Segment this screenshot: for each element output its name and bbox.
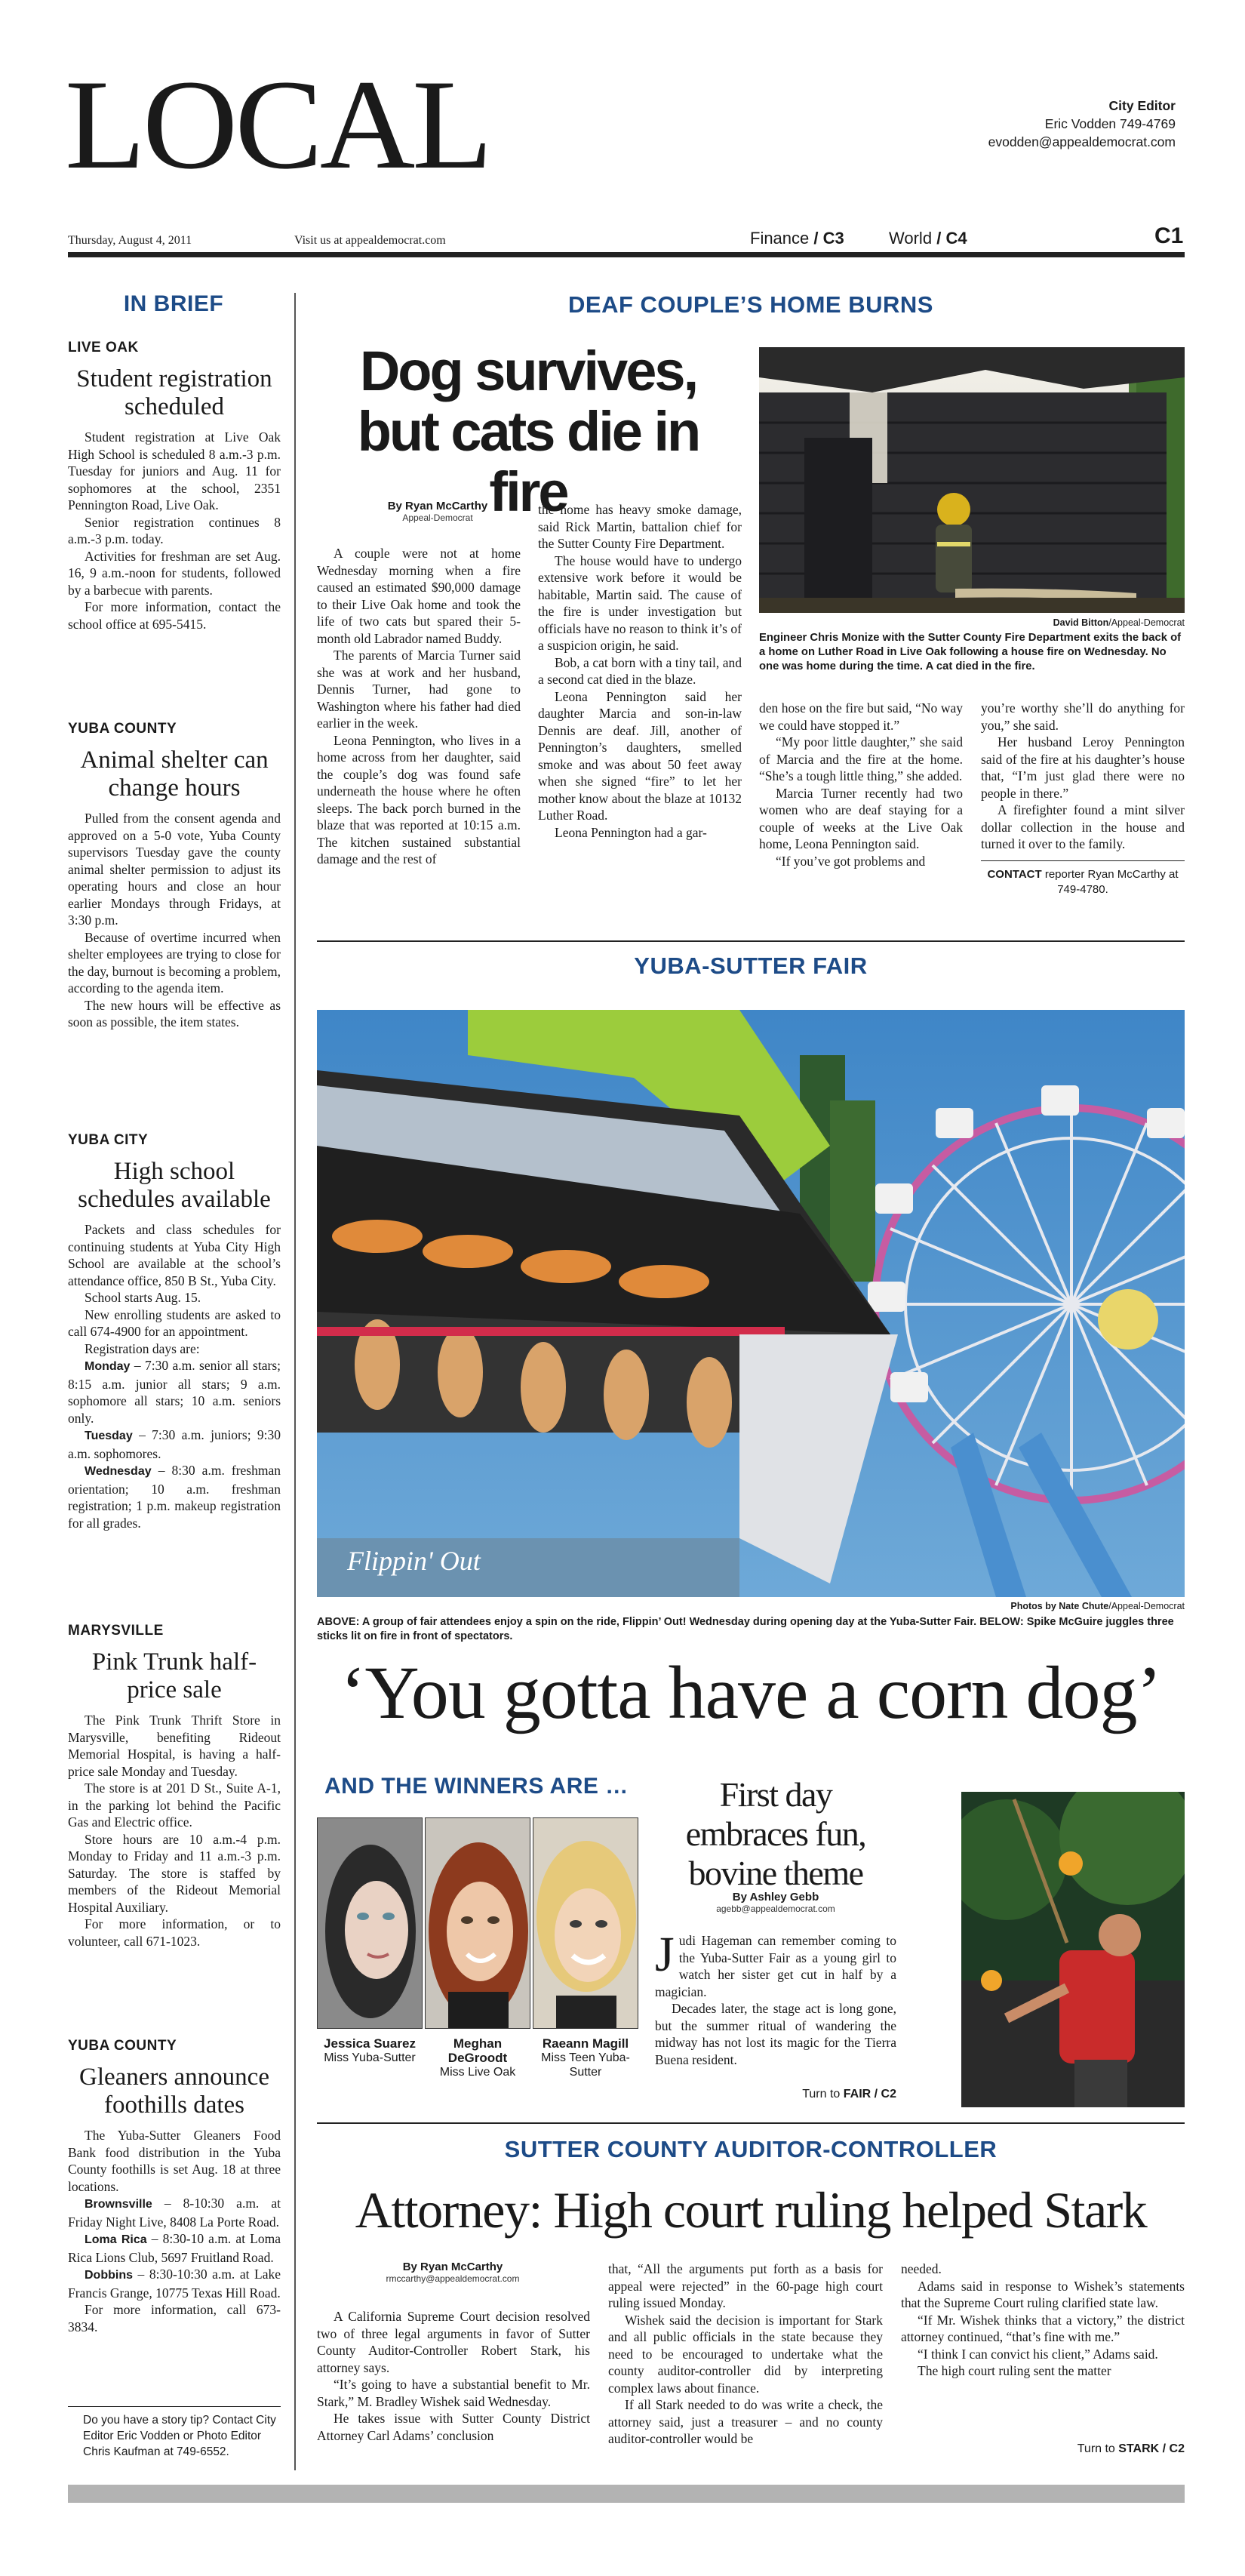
auditor-turn[interactable] <box>981 2442 1185 2456</box>
article-paragraph: “If Mr. Wishek thinks that a victory,” the district attorney continued, “that’s fine with me.” <box>901 2312 1185 2344</box>
fire-contact <box>981 867 1185 897</box>
masthead-date: Thursday, August 4, 2011 <box>68 234 192 247</box>
column-divider <box>294 293 296 2470</box>
schedule-text: – 8-10:30 a.m. at Friday Night Live, 8408 La Porte Road. <box>68 2196 281 2230</box>
winner-title: Miss Teen Yuba-Sutter <box>541 2051 630 2079</box>
contact-label: CONTACT <box>987 867 1042 881</box>
brief-paragraph: Store hours are 10 a.m.-4 p.m. Monday to Friday and 11 a.m.-3 p.m. Saturday. The store is staffed by members of the Rideout Memorial Hospital Auxiliary. <box>68 1831 281 1915</box>
brief-item <box>68 1132 281 1531</box>
winner-portrait-image <box>318 1818 423 2029</box>
schedule-line <box>68 2195 281 2230</box>
brief-paragraph: Student registration at Live Oak High School is scheduled 8 a.m.-3 p.m. Tuesday for juniors and Aug. 11 for sophomores at the school, 2351 Pennington Road, Live Oak. <box>68 429 281 512</box>
fair-photo-credit <box>317 1601 1185 1611</box>
contact-rule <box>981 860 1185 861</box>
lead-text: udi Hageman can remember coming to the Yuba-Sutter Fair as a young girl to watch her sister get cut in half by a magician. <box>655 1933 896 1999</box>
schedule-line <box>68 2230 281 2266</box>
article-paragraph: A firefighter found a mint silver dollar collection in the house and turned it over to the family. <box>981 802 1185 851</box>
brief-title: High school schedules available <box>78 1158 271 1213</box>
auditor-kicker: SUTTER COUNTY AUDITOR-CONTROLLER <box>504 2136 998 2162</box>
article-paragraph: “If you’ve got problems and <box>776 853 926 869</box>
article-paragraph: Decades later, the stage act is long gone, but the summer ritual of wandering the midway has not lost its magic for the Tierra Buena resident. <box>655 2001 896 2067</box>
article-paragraph: Leona Pennington said her daughter Marcia and son-in-law Dennis are deaf. Jill, another of Pennington’s daughters, smelled smoke and was about 50 feet away when she signed “fire” to let her mother know about the blaze at 10132 Luther Road. <box>538 688 742 823</box>
brief-title: Pink Trunk half-price sale <box>91 1648 257 1703</box>
article-paragraph: Her husband Leroy Pennington said of the fire at his daughter’s house that, “I’m just glad there were no people in there.” <box>981 734 1185 801</box>
schedule-line <box>68 1357 281 1426</box>
brief-title: Gleaners announce foothills dates <box>79 2064 269 2119</box>
brief-location: YUBA CITY <box>68 1132 149 1148</box>
brief-paragraph: Senior registration continues 8 a.m.-3 p.m. today. <box>68 514 281 546</box>
nav-world-page: C4 <box>945 229 967 248</box>
winner-name: Raeann Magill <box>542 2036 629 2051</box>
brief-item <box>68 340 281 632</box>
winner-caption <box>533 2036 638 2079</box>
editor-email: evodden@appealdemocrat.com <box>988 134 1176 149</box>
fire-byline-org: Appeal-Democrat <box>402 512 473 523</box>
fair-top-rule <box>317 940 1185 942</box>
fire-col-4 <box>981 700 1185 897</box>
article-paragraph: Marcia Turner recently had two women who are deaf staying for a couple of weeks at the Live Oak home, Leona Pennington said. <box>759 785 963 851</box>
fire-kicker: DEAF COUPLE’S HOME BURNS <box>568 291 933 318</box>
auditor-headline: Attorney: High court ruling helped Stark <box>355 2181 1147 2239</box>
brief-item <box>68 2038 281 2335</box>
winner-photo <box>317 1817 423 2029</box>
brief-paragraph: School starts Aug. 15. <box>85 1290 201 1305</box>
schedule-day: Brownsville <box>85 2198 152 2211</box>
article-paragraph: “My poor little daughter,” she said of Marcia and the fire at the home. “She’s a tough little thing,” she added. <box>759 734 963 783</box>
article-paragraph: Adams said in response to Wishek’s statements that the Supreme Court ruling clarified state law. <box>901 2278 1185 2310</box>
fair-story <box>655 1927 896 2068</box>
schedule-text: – 7:30 a.m. senior all stars; 8:15 a.m. junior all stars; 9 a.m. sophomore all stars; 10 a.m. seniors only. <box>68 1358 281 1426</box>
winner-photo <box>425 1817 530 2029</box>
fair-byline: By Ashley Gebb <box>732 1891 819 1904</box>
brief-paragraph: The Yuba-Sutter Gleaners Food Bank food distribution in the Yuba County foothills is set Aug. 18 at three locations. <box>68 2128 281 2194</box>
winner-portrait-image <box>426 1818 530 2029</box>
drop-cap: J <box>655 1927 675 1982</box>
fair-ride-photo <box>317 1010 1185 1597</box>
winner-name: Meghan DeGroodt <box>447 2036 508 2065</box>
brief-paragraph: Because of overtime incurred when shelter employees are trying to close for the day, burnout is becoming a problem, according to the agenda item. <box>68 929 281 996</box>
schedule-day: Dobbins <box>85 2269 133 2282</box>
editor-contact <box>988 97 1176 151</box>
brief-paragraph: The store is at 201 D St., Suite A-1, in the parking lot behind the Pacific Gas and Electric office. <box>68 1780 281 1830</box>
fire-col-3 <box>759 700 963 869</box>
story-tip: Do you have a story tip? Contact City Editor Eric Vodden or Photo Editor Chris Kaufman at 749-6552. <box>83 2414 276 2458</box>
brief-paragraph: New enrolling students are asked to call 674-4900 for an appointment. <box>68 1306 281 1339</box>
fire-photo <box>759 347 1185 613</box>
article-paragraph: If all Stark needed to do was write a check, the attorney said, just a treasurer – and no county auditor-controller would be <box>608 2397 883 2446</box>
credit-name: Photos by Nate Chute <box>1010 1601 1109 1611</box>
article-paragraph: “I think I can convict his client,” Adams said. <box>918 2346 1158 2362</box>
brief-paragraph: The Pink Trunk Thrift Store in Marysville, benefiting Rideout Memorial Hospital, is having a half-price sale Monday and Tuesday. <box>68 1713 281 1779</box>
article-paragraph: The high court ruling sent the matter <box>918 2363 1111 2378</box>
winner-title: Miss Yuba-Sutter <box>324 2051 416 2064</box>
editor-name: Eric Vodden 749-4769 <box>1044 116 1176 131</box>
nav-finance-page: C3 <box>822 229 844 248</box>
winners-header: AND THE WINNERS ARE … <box>324 1774 629 1799</box>
tip-rule <box>68 2406 281 2407</box>
masthead-visit[interactable]: Visit us at appealdemocrat.com <box>294 234 446 247</box>
fair-sub-headline: First day embraces fun, bovine theme <box>685 1775 866 1892</box>
article-paragraph: He takes issue with Sutter County District Attorney Carl Adams’ conclusion <box>317 2411 590 2443</box>
credit-org: /Appeal-Democrat <box>1108 1601 1185 1611</box>
in-brief-header: IN BRIEF <box>123 291 224 316</box>
brief-paragraph: Registration days are: <box>85 1340 200 1356</box>
brief-paragraph: For more information, or to volunteer, call 671-1023. <box>68 1916 281 1949</box>
fair-kicker: YUBA-SUTTER FAIR <box>634 953 868 979</box>
schedule-day: Tuesday <box>85 1430 133 1442</box>
footer-bar <box>68 2485 1185 2503</box>
brief-paragraph: The new hours will be effective as soon as possible, the item states. <box>68 997 281 1029</box>
auditor-col-2 <box>608 2261 883 2448</box>
auditor-byline-block <box>317 2261 589 2284</box>
schedule-day: Wednesday <box>85 1465 152 1478</box>
fair-turn[interactable] <box>777 2088 896 2101</box>
winner-caption <box>317 2036 423 2065</box>
fire-byline: By Ryan McCarthy <box>387 500 488 512</box>
auditor-top-rule <box>317 2122 1185 2124</box>
article-paragraph: you’re worthy she’ll do anything for you,” she said. <box>981 700 1185 733</box>
page-number: C1 <box>1154 223 1184 248</box>
article-paragraph: A California Supreme Court decision resolved two of three legal arguments in favor of Sutter County Auditor-Controller Robert Stark, his attorney says. <box>317 2309 590 2375</box>
article-paragraph: den hose on the fire but said, “No way we could have stopped it.” <box>759 700 963 733</box>
fire-col-2 <box>538 501 742 841</box>
fire-byline-block <box>317 500 558 523</box>
article-paragraph: Wishek said the decision is important for Stark and all public officials in the state because they need to be encouraged to undertake what the county auditor-controller did by interpreting complex laws about finance. <box>608 2312 883 2396</box>
article-paragraph: “It’s going to have a substantial benefit to Mr. Stark,” M. Bradley Wishek said Wednesday. <box>317 2377 590 2409</box>
auditor-byline-email: rmccarthy@appealdemocrat.com <box>386 2273 520 2284</box>
article-paragraph: that, “All the arguments put forth as a basis for appeal were rejected” in the 60-page high court ruling issued Monday. <box>608 2261 883 2310</box>
credit-org: /Appeal-Democrat <box>1108 617 1185 628</box>
ride-sign: Flippin' Out <box>347 1546 481 1576</box>
contact-text: reporter Ryan McCarthy at 749-4780. <box>1041 867 1179 896</box>
turn-target: STARK / C2 <box>1118 2442 1185 2455</box>
winner-photo <box>533 1817 638 2029</box>
fire-juggler-image <box>961 1792 1185 2107</box>
turn-label: Turn to <box>1077 2442 1119 2455</box>
schedule-text: – 7:30 a.m. juniors; 9:30 a.m. sophomores. <box>68 1427 281 1461</box>
credit-name: David Bitton <box>1053 617 1109 628</box>
brief-paragraph: Activities for freshman are set Aug. 16, 9 a.m.-noon for students, followed by a barbecue with parents. <box>68 548 281 598</box>
fair-byline-email: agebb@appealdemocrat.com <box>716 1904 835 1914</box>
schedule-day: Loma Rica <box>85 2233 147 2246</box>
article-paragraph: The parents of Marcia Turner said she was at work and her husband, Dennis Turner, had gone to Washington where his father had died earlier in the week. <box>317 648 521 731</box>
juggler-photo <box>961 1792 1185 2107</box>
ride-image <box>317 1010 1185 1597</box>
auditor-col-3 <box>901 2261 1185 2380</box>
fair-byline-block <box>655 1891 896 1914</box>
turn-label: Turn to <box>802 2088 844 2101</box>
winner-name: Jessica Suarez <box>324 2036 416 2051</box>
schedule-line <box>68 1426 281 1462</box>
schedule-line <box>68 2266 281 2301</box>
auditor-byline: By Ryan McCarthy <box>402 2261 503 2273</box>
fair-caption: ABOVE: A group of fair attendees enjoy a spin on the ride, Flippin’ Out! Wednesday during opening day at the Yuba-Sutter Fair. BELOW: Spike McGuire juggles three sticks lit on fire in front of spectators. <box>317 1616 1174 1642</box>
brief-paragraph: Packets and class schedules for continuing students at Yuba City High School are available at the school’s attendance office, 850 B St., Yuba City. <box>68 1222 281 1288</box>
winner-caption <box>425 2036 530 2079</box>
section-title: LOCAL <box>65 54 490 195</box>
nav-finance[interactable]: Finance / C3 <box>750 229 844 248</box>
firefighter-image <box>759 347 1185 613</box>
brief-location: LIVE OAK <box>68 340 139 355</box>
fire-caption: Engineer Chris Monize with the Sutter County Fire Department exits the back of a home on Luther Road in Live Oak following a house fire on Wednesday. No one was home during the time. A cat died in the fire. <box>759 632 1182 672</box>
masthead-rule <box>68 252 1185 257</box>
brief-item <box>68 1623 281 1950</box>
fire-photo-credit <box>759 617 1185 628</box>
brief-location: MARYSVILLE <box>68 1623 164 1639</box>
schedule-text: – 8:30 a.m. freshman orientation; 10 a.m. freshman registration; 1 p.m. makeup registration for all grades. <box>68 1463 281 1531</box>
article-paragraph: The house would have to undergo extensive work before it would be habitable, Martin said. The cause of the fire is under investigation but officials have no reason to think it’s of a suspicion origin, he said. <box>538 552 742 653</box>
editor-title: City Editor <box>1108 98 1176 113</box>
article-paragraph: the home has heavy smoke damage, said Rick Martin, battalion chief for the Sutter County Fire Department. <box>538 502 742 551</box>
article-paragraph: Leona Pennington, who lives in a home across from her daughter, said the couple’s dog was found safe underneath the house where he often sleeps. The back porch burned in the blaze that was reported at 10:15 a.m. The kitchen sustained substantial damage and the rest of <box>317 732 521 866</box>
brief-title: Animal shelter can change hours <box>80 746 269 802</box>
nav-world[interactable]: World / C4 <box>889 229 967 248</box>
brief-title: Student registration scheduled <box>76 365 272 420</box>
schedule-day: Monday <box>85 1360 131 1373</box>
brief-paragraph: For more information, contact the school office at 695-5415. <box>68 599 281 632</box>
fire-headline: Dog survives, but cats die in fire <box>357 340 699 523</box>
article-paragraph: needed. <box>901 2261 942 2276</box>
winner-portrait-image <box>533 1818 638 2029</box>
turn-target: FAIR / C2 <box>843 2088 896 2101</box>
winner-title: Miss Live Oak <box>439 2066 516 2079</box>
brief-paragraph: For more information, call 673-3834. <box>68 2302 281 2334</box>
nav-world-label: World <box>889 229 933 248</box>
fair-headline: ‘You gotta have a corn dog’ <box>340 1651 1161 1734</box>
article-lead <box>655 1927 896 2000</box>
brief-location: YUBA COUNTY <box>68 721 177 737</box>
auditor-col-1 <box>317 2308 590 2444</box>
brief-location: YUBA COUNTY <box>68 2038 177 2054</box>
fire-col-1 <box>317 545 521 868</box>
article-paragraph: A couple were not at home Wednesday morning when a fire caused an estimated $90,000 damage to their Live Oak home and took the life of two cats but spared their 5-month old Labrador named Buddy. <box>317 546 521 646</box>
article-paragraph: Leona Pennington had a gar- <box>555 824 707 840</box>
schedule-text: – 8:30-10:30 a.m. at Lake Francis Grange, 10775 Texas Hill Road. <box>68 2267 281 2301</box>
nav-finance-label: Finance <box>750 229 810 248</box>
brief-item <box>68 721 281 1031</box>
schedule-line <box>68 1462 281 1531</box>
article-paragraph: Bob, a cat born with a tiny tail, and a second cat died in the blaze. <box>538 654 742 687</box>
brief-paragraph: Pulled from the consent agenda and approved on a 5-0 vote, Yuba County supervisors Tuesday gave the county animal shelter permission to adjust its operating hours and close an hour earlier Mondays through Fridays, at 3:30 p.m. <box>68 811 281 928</box>
schedule-text: – 8:30-10 a.m. at Loma Rica Lions Club, 5697 Fruitland Road. <box>68 2231 281 2265</box>
